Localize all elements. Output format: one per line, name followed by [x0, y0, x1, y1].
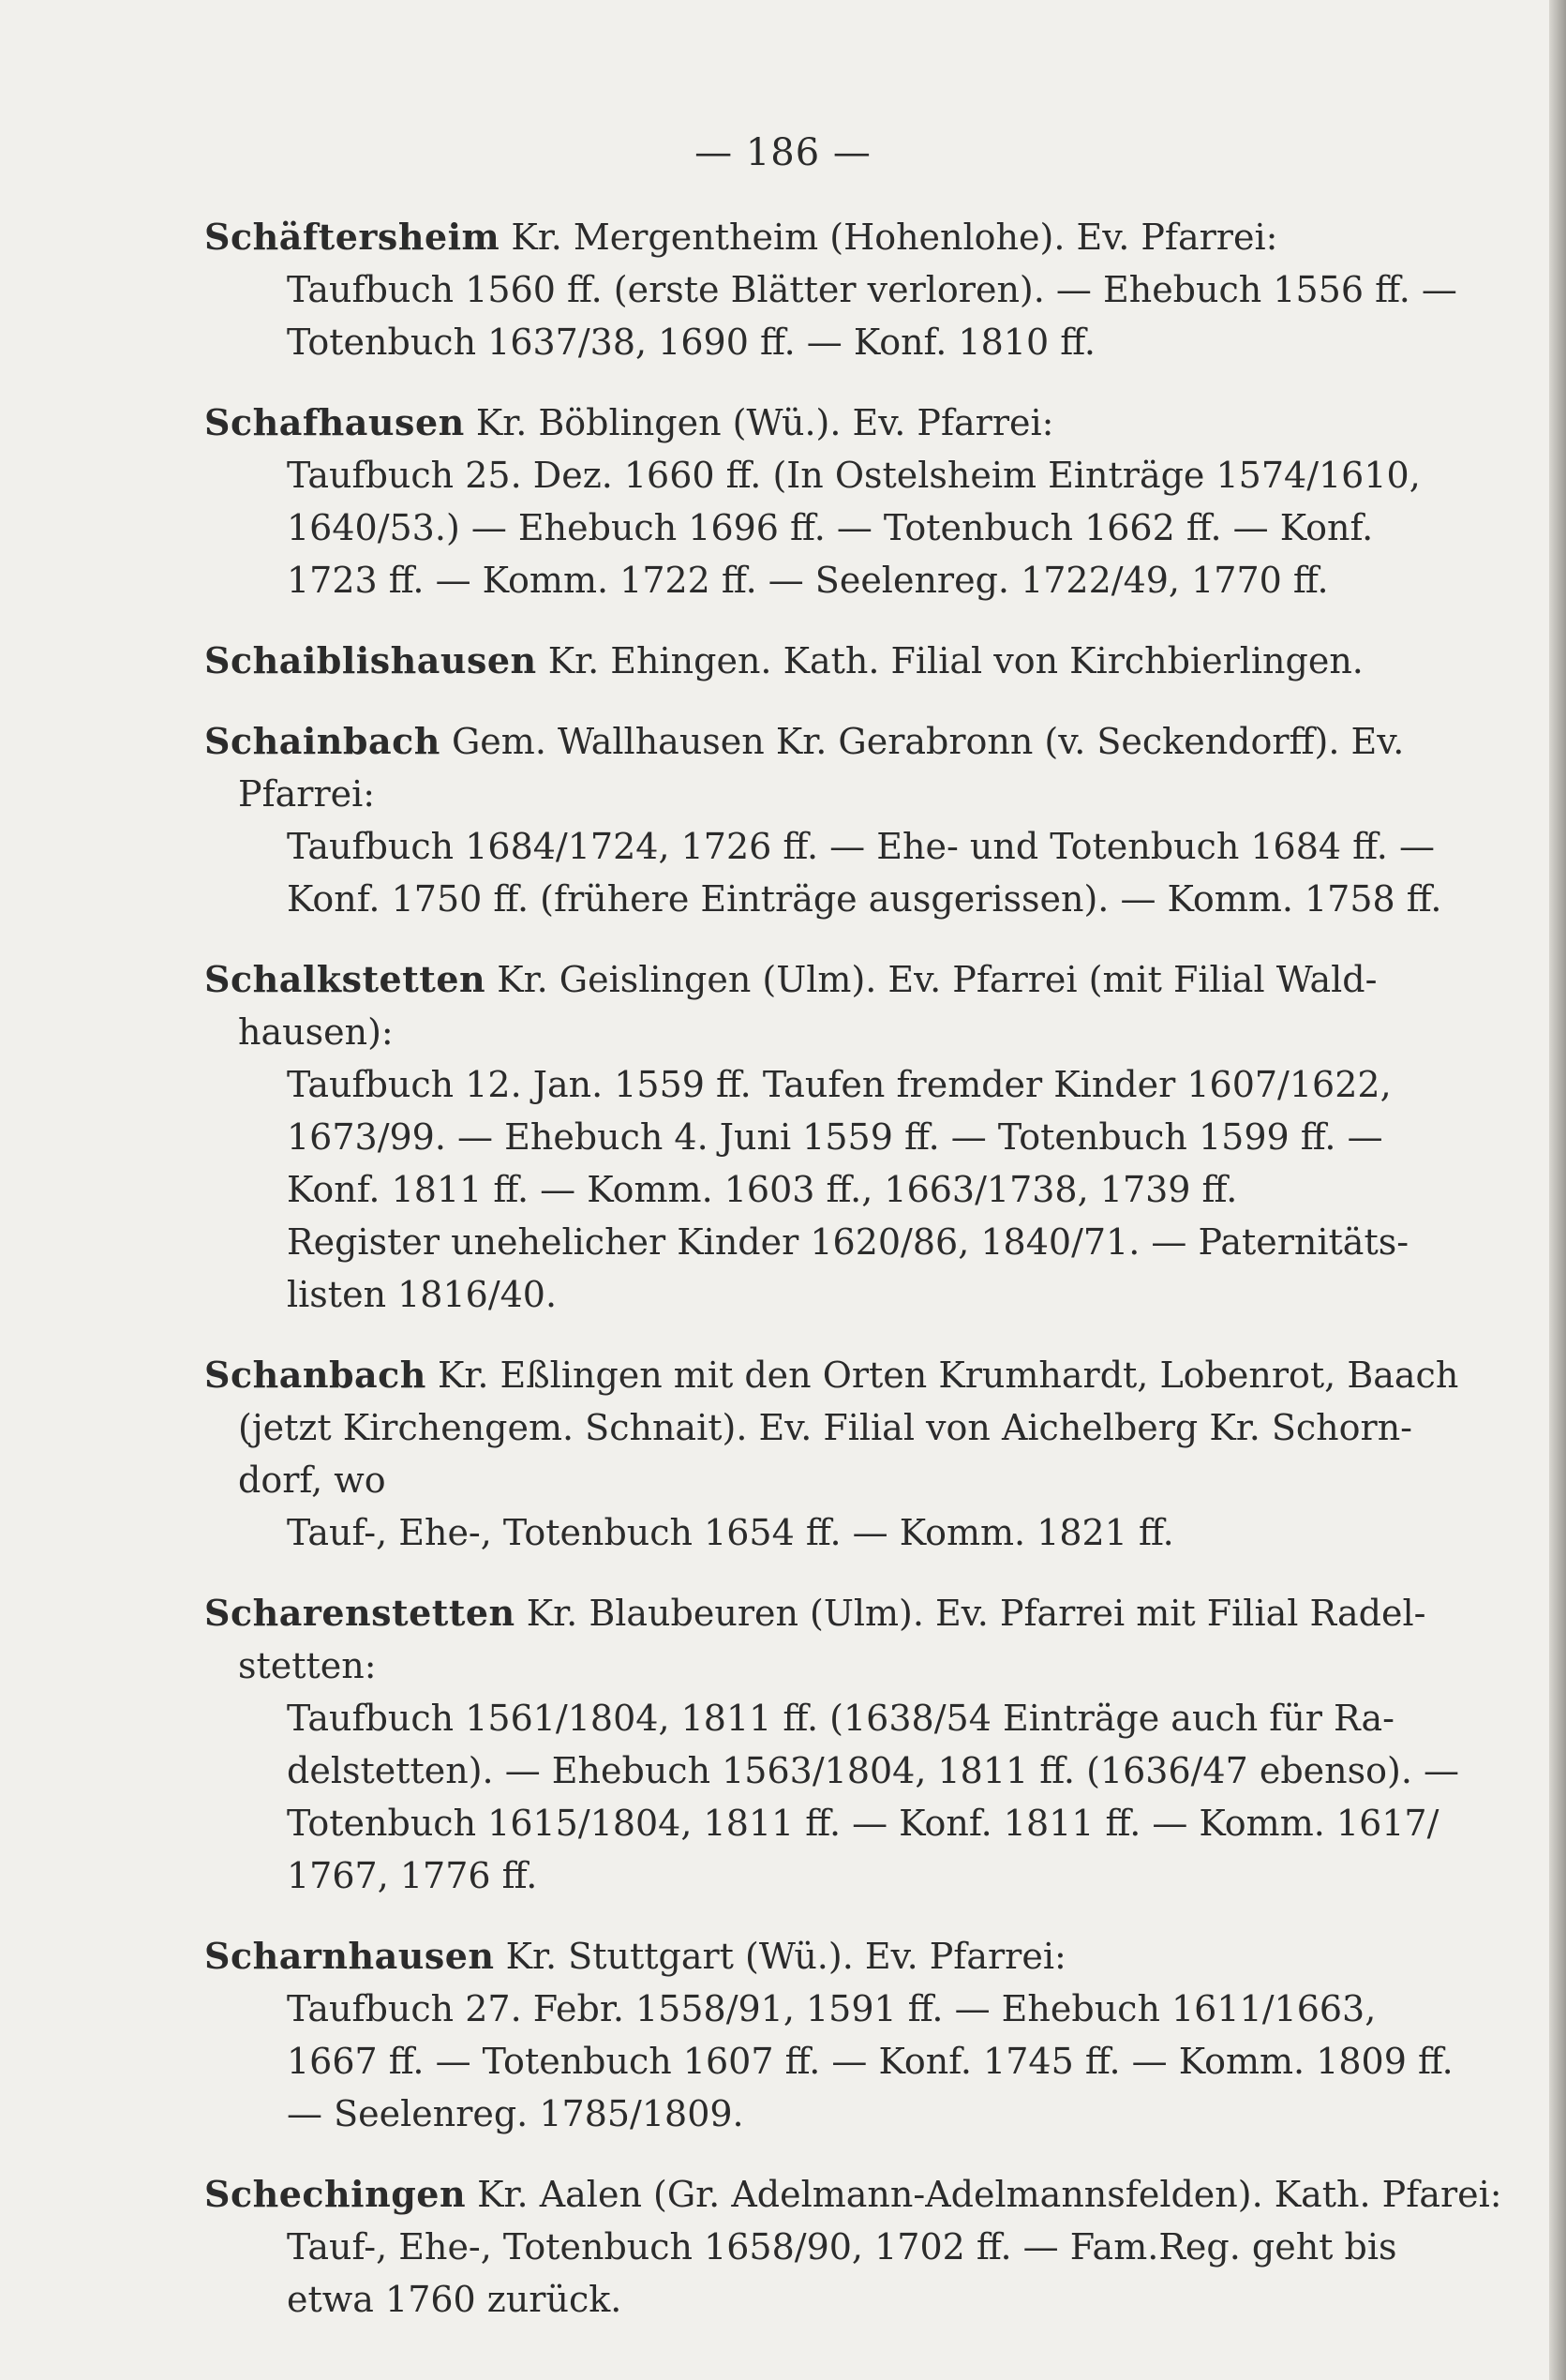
entry-text: Register unehelicher Kinder 1620/86, 1840/71. — Paternitäts- — [287, 1221, 1409, 1263]
entry-text: hausen): — [238, 1011, 394, 1053]
entry-schaiblishausen — [204, 635, 1413, 687]
entry-text: Kr. Geislingen (Ulm). Ev. Pfarrei (mit Filial Wald- — [485, 959, 1378, 1000]
register-content — [204, 211, 1502, 2354]
entry-text: Tauf-, Ehe-, Totenbuch 1658/90, 1702 ff. — Fam.Reg. geht bis — [287, 2226, 1397, 2268]
entry-scharenstetten — [204, 1587, 1459, 1902]
entry-schafhausen — [204, 397, 1421, 606]
entry-text: Totenbuch 1637/38, 1690 ff. — Konf. 1810 ff. — [287, 322, 1096, 363]
entry-text: Kr. Mergentheim (Hohenlohe). Ev. Pfarrei: — [500, 217, 1278, 258]
entry-text: 1673/99. — Ehebuch 4. Juni 1559 ff. — Totenbuch 1599 ff. — — [287, 1116, 1383, 1158]
entry-schaeftersheim — [204, 211, 1457, 368]
entry-schanbach — [204, 1349, 1459, 1559]
entry-heading-line — [204, 1587, 1426, 1639]
entry-text: Kr. Ehingen. Kath. Filial von Kirchbierlingen. — [536, 640, 1364, 681]
entry-schainbach — [204, 715, 1442, 925]
entry-text: Kr. Böblingen (Wü.). Ev. Pfarrei: — [464, 402, 1054, 443]
entry-text: Taufbuch 27. Febr. 1558/91, 1591 ff. — Ehebuch 1611/1663, — [287, 1988, 1377, 2029]
page-number: — 186 — — [694, 131, 872, 174]
entry-text: Konf. 1811 ff. — Komm. 1603 ff., 1663/1738, 1739 ff. — [287, 1169, 1238, 1210]
entry-text: 1667 ff. — Totenbuch 1607 ff. — Konf. 1745 ff. — Komm. 1809 ff. — [287, 2041, 1454, 2082]
entry-heading-line — [204, 1930, 1413, 1983]
entry-text: Taufbuch 25. Dez. 1660 ff. (In Ostelsheim Einträge 1574/1610, — [287, 455, 1421, 496]
place-name: Scharenstetten — [204, 1592, 515, 1634]
place-name: Schalkstetten — [204, 958, 486, 1000]
place-name: Scharnhausen — [204, 1935, 495, 1977]
entry-text: delstetten). — Ehebuch 1563/1804, 1811 ff. (1636/47 ebenso). — — [287, 1750, 1459, 1791]
entry-text: 1723 ff. — Komm. 1722 ff. — Seelenreg. 1722/49, 1770 ff. — [287, 560, 1329, 601]
entry-heading-line — [204, 211, 1413, 263]
entry-text: dorf, wo — [238, 1459, 386, 1501]
entry-text: Pfarrei: — [238, 773, 376, 815]
entry-text: 1640/53.) — Ehebuch 1696 ff. — Totenbuch 1662 ff. — Konf. — [287, 507, 1374, 548]
entry-heading-line — [204, 1349, 1459, 1401]
entry-text: (jetzt Kirchengem. Schnait). Ev. Filial von Aichelberg Kr. Schorn- — [238, 1407, 1413, 1448]
page-edge-shadow — [1549, 0, 1566, 2380]
place-name: Schafhausen — [204, 401, 465, 443]
entry-text: Kr. Aalen (Gr. Adelmann-Adelmannsfelden). Kath. Pfarei: — [466, 2174, 1502, 2215]
entry-text: Totenbuch 1615/1804, 1811 ff. — Konf. 1811 ff. — Komm. 1617/ — [287, 1803, 1439, 1844]
entry-text: Taufbuch 1684/1724, 1726 ff. — Ehe- und Totenbuch 1684 ff. — — [287, 826, 1435, 867]
entry-scharnhausen — [204, 1930, 1454, 2140]
place-name: Schechingen — [204, 2173, 467, 2215]
entry-schalkstetten — [204, 953, 1413, 1321]
entry-heading-line — [204, 2168, 1502, 2221]
entry-text: Kr. Blaubeuren (Ulm). Ev. Pfarrei mit Filial Radel- — [515, 1593, 1426, 1634]
entry-text: — Seelenreg. 1785/1809. — [287, 2093, 744, 2134]
entry-text: Kr. Eßlingen mit den Orten Krumhardt, Lobenrot, Baach — [425, 1355, 1459, 1396]
entry-text: Taufbuch 1561/1804, 1811 ff. (1638/54 Einträge auch für Ra- — [287, 1698, 1395, 1739]
entry-text: 1767, 1776 ff. — [287, 1855, 538, 1896]
entry-heading-line — [204, 953, 1413, 1006]
place-name: Schaiblishausen — [204, 639, 537, 681]
entry-text: Tauf-, Ehe-, Totenbuch 1654 ff. — Komm. 1821 ff. — [287, 1512, 1174, 1553]
entry-heading-line — [204, 715, 1413, 768]
place-name: Schainbach — [204, 720, 440, 762]
entry-text: listen 1816/40. — [287, 1274, 558, 1315]
place-name: Schanbach — [204, 1354, 426, 1396]
entry-heading-line — [204, 635, 1413, 687]
entry-schechingen — [204, 2168, 1502, 2326]
entry-heading-line — [204, 397, 1413, 449]
entry-text: Konf. 1750 ff. (frühere Einträge ausgerissen). — Komm. 1758 ff. — [287, 878, 1442, 920]
entry-text: Taufbuch 1560 ff. (erste Blätter verloren). — Ehebuch 1556 ff. — — [287, 269, 1457, 310]
entry-text: Kr. Stuttgart (Wü.). Ev. Pfarrei: — [494, 1936, 1066, 1977]
entry-text: Taufbuch 12. Jan. 1559 ff. Taufen fremder Kinder 1607/1622, — [287, 1064, 1392, 1105]
place-name: Schäftersheim — [204, 216, 500, 258]
entry-text: Gem. Wallhausen Kr. Gerabronn (v. Seckendorff). Ev. — [440, 721, 1405, 762]
entry-text: etwa 1760 zurück. — [287, 2279, 622, 2320]
entry-text: stetten: — [238, 1645, 377, 1686]
